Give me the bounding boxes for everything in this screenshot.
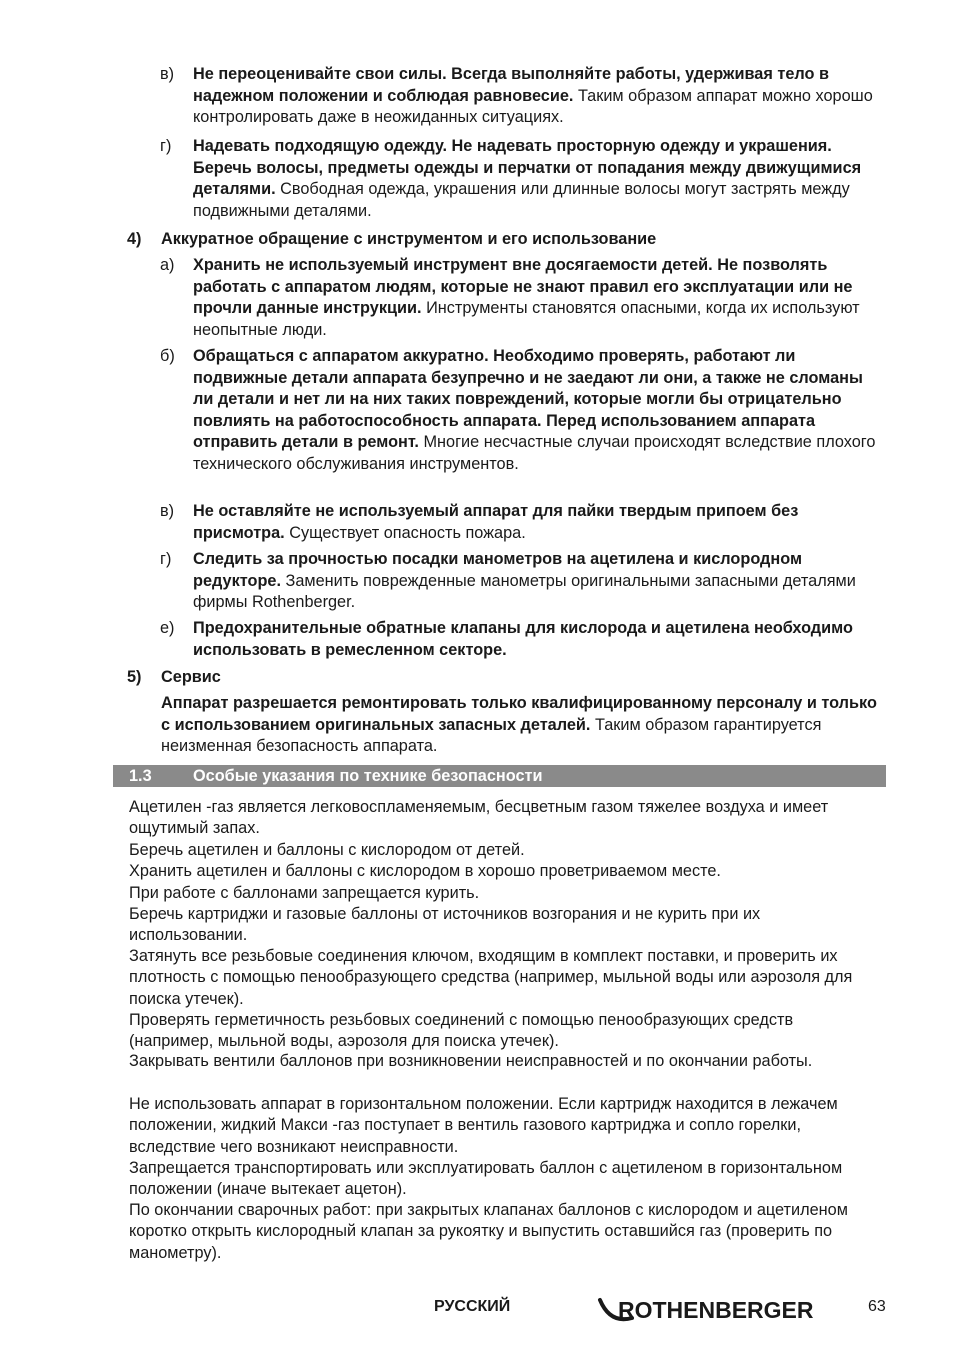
paragraph: Хранить ацетилен и баллоны с кислородом в хорошо проветриваемом месте. bbox=[129, 862, 721, 880]
page-number: 63 bbox=[868, 1298, 886, 1315]
item-text: Многие несчастные случаи происходят вследствие плохого технического обслуживания инструментов. bbox=[193, 433, 876, 473]
paragraph: Не использовать аппарат в горизонтальном положении. Если картридж находится в лежачем положении, жидкий Макси -газ поступает в вентиль газового картриджа и сопло горелки, вследствие чего возникают неисправности. bbox=[129, 1095, 838, 1156]
item-label: в) bbox=[160, 65, 175, 83]
item-label: б) bbox=[160, 347, 175, 365]
paragraph: При работе с баллонами запрещается курить. bbox=[129, 884, 480, 902]
item-label: в) bbox=[160, 502, 175, 520]
item-bold-text: Не переоценивайте свои силы. Всегда выполняйте работы, удерживая тело в надежном положении и соблюдая равновесие. bbox=[193, 65, 829, 105]
service-paragraph bbox=[161, 693, 886, 758]
paragraph: Беречь ацетилен и баллоны с кислородом от детей. bbox=[129, 841, 525, 859]
item-text: Таким образом аппарат можно хорошо контролировать даже в неожиданных ситуациях. bbox=[193, 86, 873, 126]
service-bold-text: Аппарат разрешается ремонтировать только квалифицированному персоналу и только с использованием оригинальных запасных деталей. bbox=[161, 694, 877, 734]
item-text: Инструменты становятся опасными, когда их используют неопытные люди. bbox=[193, 299, 860, 339]
section-bar-number: 1.3 bbox=[129, 767, 152, 785]
item-label: г) bbox=[160, 137, 172, 155]
section-bar-title: Особые указания по технике безопасности bbox=[193, 767, 543, 785]
section-title: Сервис bbox=[161, 668, 221, 686]
item-text: Существует опасность пожара. bbox=[284, 523, 526, 542]
item-label: а) bbox=[160, 256, 175, 274]
item-bold-text: Надевать подходящую одежду. Не надевать просторную одежду и украшения. Беречь волосы, предметы одежды и перчатки от попадания между движущимися деталями. bbox=[193, 137, 862, 198]
section-number: 5) bbox=[127, 668, 142, 686]
paragraph: Закрывать вентили баллонов при возникновении неисправностей и по окончании работы. bbox=[129, 1052, 813, 1070]
item-bold-text: Предохранительные обратные клапаны для кислорода и ацетилена необходимо использовать в ремесленном секторе. bbox=[193, 619, 853, 659]
section-bar bbox=[113, 765, 886, 787]
footer-language: РУССКИЙ bbox=[434, 1298, 511, 1315]
paragraph: Проверять герметичность резьбовых соединений с помощью пенообразующих средств (например, мыльной воды, аэрозоля для поиска утечек). bbox=[129, 1011, 794, 1051]
item-text: Заменить поврежденные манометры оригинальными запасными деталями фирмы Rothenberger. bbox=[193, 571, 856, 611]
paragraph: Затянуть все резьбовые соединения ключом, входящим в комплект поставки, и проверить их плотность с помощью пенообразующего средства (например, мыльной воды или аэрозоля для поиска утечек). bbox=[129, 947, 853, 1008]
item-bold-text: Хранить не используемый инструмент вне досягаемости детей. Не позволять работать с аппаратом людям, которые не знают правил его эксплуатации или не прочли данные инструкции. bbox=[193, 256, 853, 317]
paragraph: Беречь картриджи и газовые баллоны от источников возгорания и не курить при их использовании. bbox=[129, 905, 761, 945]
item-label: е) bbox=[160, 619, 175, 637]
item-bold-text: Не оставляйте не используемый аппарат для пайки твердым припоем без присмотра. bbox=[193, 502, 799, 542]
item-text: Свободная одежда, украшения или длинные волосы могут застрять между подвижными деталями. bbox=[193, 180, 850, 220]
item-bold-text: Следить за прочностью посадки манометров на ацетилена и кислородном редукторе. bbox=[193, 550, 802, 590]
rothenberger-logo bbox=[596, 1290, 836, 1330]
item-bold-text: Обращаться с аппаратом аккуратно. Необходимо проверять, работают ли подвижные детали аппарата безупречно и не заедают ли они, а также не сломаны ли детали и нет ли на них таких повреждений, которые могли бы отрицательно повлиять на работоспособность аппарата. Перед использованием аппарата отправить детали в ремонт. bbox=[193, 347, 863, 451]
item-label: г) bbox=[160, 550, 172, 568]
section-title: Аккуратное обращение с инструментом и его использование bbox=[161, 230, 657, 248]
paragraph: По окончании сварочных работ: при закрытых клапанах баллонов с кислородом и ацетиленом коротко открыть кислородный клапан за рукоятку и выпустить оставшийся газ (проверить по манометру). bbox=[129, 1201, 848, 1262]
service-text: Таким образом гарантируется неизменная безопасность аппарата. bbox=[161, 715, 822, 755]
section-number: 4) bbox=[127, 230, 142, 248]
logo-wordmark: ROTHENBERGER bbox=[618, 1297, 814, 1323]
paragraph: Ацетилен -газ является легковоспламеняемым, бесцветным газом тяжелее воздуха и имеет ощутимый запах. bbox=[129, 798, 829, 838]
paragraph: Запрещается транспортировать или эксплуатировать баллон с ацетиленом в горизонтальном положении (иначе вытекает ацетон). bbox=[129, 1159, 843, 1199]
